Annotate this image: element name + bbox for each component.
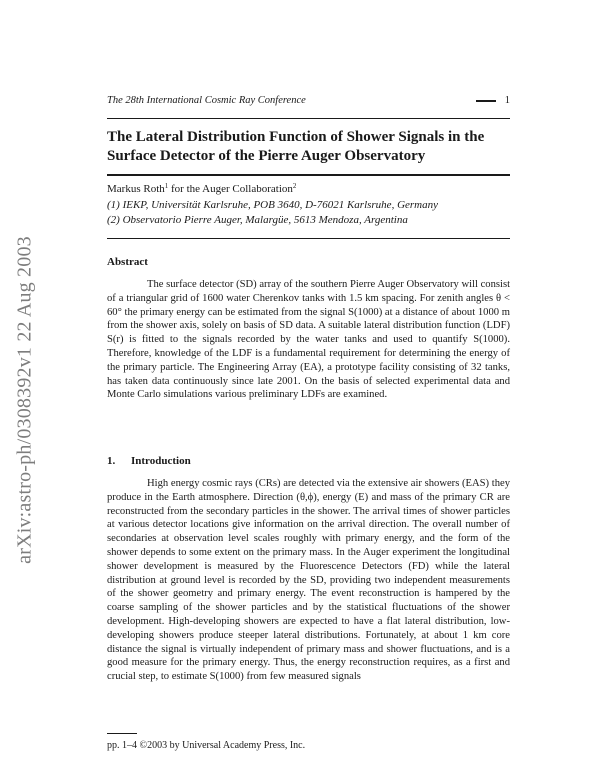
abstract-heading: Abstract	[107, 256, 148, 268]
author-affil-mark: 1	[164, 182, 169, 190]
affiliation-2: (2) Observatorio Pierre Auger, Malargüe, 5613 Mendoza, Argentina	[107, 214, 408, 226]
author-name: Markus Roth	[107, 183, 165, 195]
title-top-rule	[107, 118, 510, 119]
author-line	[107, 182, 512, 198]
introduction-heading	[107, 455, 191, 467]
collab-affil-mark: 2	[292, 182, 297, 190]
affiliation-1: (1) IEKP, Universität Karlsruhe, POB 3640, D-76021 Karlsruhe, Germany	[107, 198, 438, 211]
authors-bottom-rule	[107, 238, 510, 239]
footer-rule	[107, 733, 137, 734]
header-rule	[476, 100, 496, 102]
conference-name: The 28th International Cosmic Ray Conference	[107, 95, 306, 106]
running-head	[107, 95, 510, 109]
section-number: 1.	[107, 455, 116, 467]
page-number: 1	[504, 95, 510, 106]
section-title-text: Introduction	[131, 455, 191, 467]
collaboration: for the Auger Collaboration	[168, 183, 293, 195]
footer-copyright: pp. 1–4 ©2003 by Universal Academy Press, Inc.	[107, 740, 306, 751]
author-block	[107, 182, 512, 229]
arxiv-id: arXiv:astro-ph/0308392v1 22 Aug 2003	[13, 236, 36, 564]
introduction-text: High energy cosmic rays (CRs) are detected via the extensive air showers (EAS) they produce in the Earth atmosphere. Direction (θ,ϕ), energy (E) and mass of the primary CR are reconstructed from the secondary particles in the shower. The arrival times of shower particles at various detector locations give information on the arrival direction. The overall number of secondaries at observation level scales roughly with primary energy, and the form of the shower depends to some extent on the primary mass. In the Auger experiment the longitudinal shower development is measured by the Fluorescence Detectors (FD) while the lateral distribution at ground level is recorded by the SD, providing two independent measurements of the shower geometry and primary energy. The event reconstruction is hampered by the coarse sampling of the shower particles and by the statistical fluctuations of the shower development. High-developing showers are expected to have a flat lateral distribution, low-developing showers produce steeper lateral distributions. Fortunately, at about 1 km core distance the signal is virtually independent of primary mass and shower fluctuations, and is a good measure for the primary energy. Thus, the energy reconstruction requires, as a first and crucial step, to estimate S(1000) from few measured signals	[107, 478, 510, 683]
title-bottom-rule	[107, 174, 510, 176]
paper-title: The Lateral Distribution Function of Shower Signals in the Surface Detector of the Pierre Auger Observatory	[107, 129, 485, 164]
abstract-text: The surface detector (SD) array of the southern Pierre Auger Observatory will consist of a triangular grid of 1600 water Cherenkov tanks with 1.5 km spacing. For zenith angles θ < 60° the primary energy can be estimated from the signal S(1000) at a distance of about 1000 m from the shower axis, solely on basis of SD data. A suitable lateral distribution function (LDF) S(r) is fitted to the signals recorded by the water tanks and used to quantify S(1000). Therefore, knowledge of the LDF is a fundamental requirement for determining the energy of the primary particle. The Engineering Array (EA), a prototype facility consisting of 32 tanks, has taken data continuously since late 2001. On the basis of selected experimental data and Monte Carlo simulations various preliminary LDFs are examined.	[107, 279, 511, 401]
arxiv-stamp	[10, 210, 40, 590]
